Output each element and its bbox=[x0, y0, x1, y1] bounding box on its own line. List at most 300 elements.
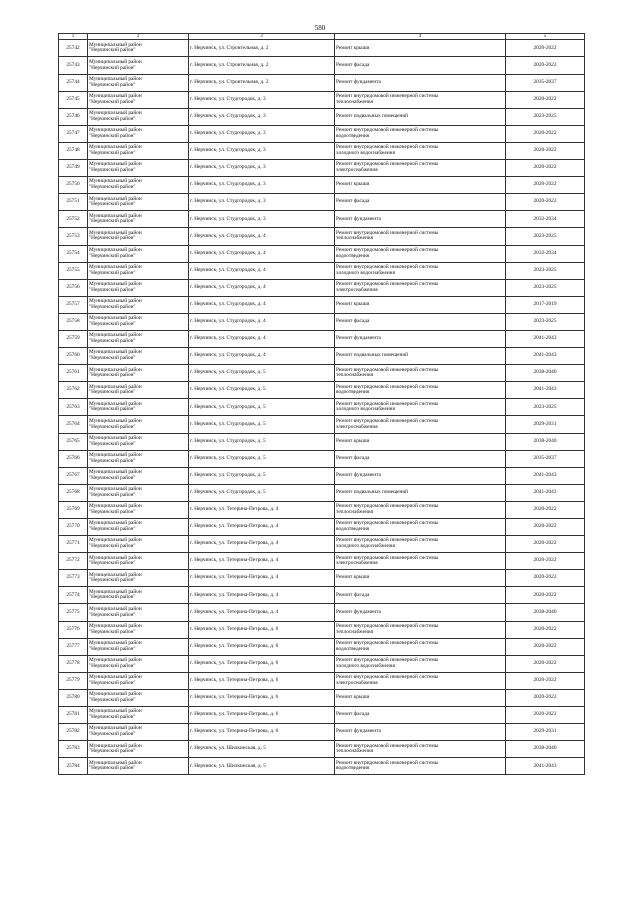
table-row bbox=[59, 279, 585, 296]
municipality-line: "Нерчинский район" bbox=[89, 491, 136, 498]
work-type-line: холодного водоснабжения bbox=[336, 406, 395, 413]
table-row bbox=[59, 604, 585, 621]
row-number: 25775 bbox=[59, 604, 88, 621]
work-type-line: электроснабжения bbox=[336, 423, 378, 430]
table-row bbox=[59, 707, 585, 724]
work-type-cell bbox=[335, 467, 506, 484]
municipality-cell bbox=[88, 177, 189, 194]
municipality-line: Муниципальный район bbox=[89, 537, 142, 544]
municipality-line: Муниципальный район bbox=[89, 554, 142, 561]
address-cell: г. Нерчинск, ул. Студгородок, д. 3 bbox=[189, 177, 335, 194]
municipality-cell bbox=[88, 74, 189, 91]
period-cell: 2020-2022 bbox=[506, 177, 585, 194]
work-type-cell bbox=[335, 672, 506, 689]
row-number: 25780 bbox=[59, 689, 88, 706]
work-type-cell bbox=[335, 741, 506, 758]
municipality-line: "Нерчинский район" bbox=[89, 303, 136, 310]
municipality-line: Муниципальный район bbox=[89, 674, 142, 681]
work-type-line: Ремонт крыши bbox=[336, 694, 370, 701]
work-type-line: Ремонт внутридомовой инженерной системы bbox=[336, 674, 439, 681]
table-row bbox=[59, 741, 585, 758]
municipality-cell bbox=[88, 40, 189, 57]
table-row bbox=[59, 450, 585, 467]
row-number: 25750 bbox=[59, 177, 88, 194]
municipality-line: "Нерчинский район" bbox=[89, 201, 136, 208]
work-type-line: Ремонт фасада bbox=[336, 591, 370, 598]
municipality-line: "Нерчинский район" bbox=[89, 81, 136, 88]
municipality-line: Муниципальный район bbox=[89, 434, 142, 441]
municipality-cell bbox=[88, 638, 189, 655]
municipality-cell bbox=[88, 672, 189, 689]
municipality-cell bbox=[88, 433, 189, 450]
row-number: 25777 bbox=[59, 638, 88, 655]
address-cell: г. Нерчинск, ул. Студгородок, д. 3 bbox=[189, 142, 335, 159]
municipality-cell bbox=[88, 416, 189, 433]
work-type-line: водоотведения bbox=[336, 526, 370, 533]
municipality-line: Муниципальный район bbox=[89, 349, 142, 356]
work-type-cell bbox=[335, 724, 506, 741]
table-row bbox=[59, 74, 585, 91]
row-number: 25776 bbox=[59, 621, 88, 638]
municipality-cell bbox=[88, 194, 189, 211]
municipality-line: Муниципальный район bbox=[89, 75, 142, 82]
municipality-line: Муниципальный район bbox=[89, 469, 142, 476]
municipality-line: Муниципальный район bbox=[89, 759, 142, 766]
work-type-cell bbox=[335, 313, 506, 330]
row-number: 25757 bbox=[59, 296, 88, 313]
work-type-line: Ремонт внутридомовой инженерной системы bbox=[336, 281, 439, 288]
work-type-line: электроснабжения bbox=[336, 679, 378, 686]
page-number: 580 bbox=[314, 24, 326, 32]
address-cell: г. Нерчинск, ул. Студгородок, д. 4 bbox=[189, 262, 335, 279]
row-number: 25748 bbox=[59, 142, 88, 159]
municipality-line: Муниципальный район bbox=[89, 588, 142, 595]
municipality-line: Муниципальный район bbox=[89, 417, 142, 424]
work-type-line: водоотведения bbox=[336, 765, 370, 772]
work-type-line: Ремонт внутридомовой инженерной системы bbox=[336, 520, 439, 527]
municipality-line: "Нерчинский район" bbox=[89, 184, 136, 191]
column-header: 2 bbox=[88, 34, 189, 40]
municipality-line: Муниципальный район bbox=[89, 451, 142, 458]
municipality-line: "Нерчинский район" bbox=[89, 235, 136, 242]
address-cell: г. Нерчинск, ул. Тетерина-Петрова, д. 6 bbox=[189, 724, 335, 741]
municipality-cell bbox=[88, 382, 189, 399]
municipality-line: Муниципальный район bbox=[89, 161, 142, 168]
work-type-line: электроснабжения bbox=[336, 560, 378, 567]
address-cell: г. Нерчинск, ул. Студгородок, д. 5 bbox=[189, 484, 335, 501]
table-row bbox=[59, 553, 585, 570]
municipality-cell bbox=[88, 296, 189, 313]
row-number: 25745 bbox=[59, 91, 88, 108]
municipality-line: Муниципальный район bbox=[89, 605, 142, 612]
work-type-line: теплоснабжения bbox=[336, 628, 374, 635]
period-cell: 2041-2043 bbox=[506, 467, 585, 484]
work-type-cell bbox=[335, 621, 506, 638]
municipality-line: "Нерчинский район" bbox=[89, 389, 136, 396]
municipality-line: Муниципальный район bbox=[89, 503, 142, 510]
work-type-cell bbox=[335, 484, 506, 501]
address-cell: г. Нерчинск, ул. Студгородок, д. 5 bbox=[189, 365, 335, 382]
municipality-line: "Нерчинский район" bbox=[89, 286, 136, 293]
table-row bbox=[59, 313, 585, 330]
municipality-line: Муниципальный район bbox=[89, 110, 142, 117]
column-header: 4 bbox=[335, 34, 506, 40]
municipality-line: "Нерчинский район" bbox=[89, 645, 136, 652]
row-number: 25759 bbox=[59, 330, 88, 347]
row-number: 25747 bbox=[59, 125, 88, 142]
work-type-cell bbox=[335, 74, 506, 91]
municipality-cell bbox=[88, 211, 189, 228]
table-row bbox=[59, 501, 585, 518]
work-type-line: Ремонт фасада bbox=[336, 198, 370, 205]
municipality-line: Муниципальный район bbox=[89, 195, 142, 202]
municipality-line: "Нерчинский район" bbox=[89, 167, 136, 174]
work-type-cell bbox=[335, 245, 506, 262]
address-cell: г. Нерчинск, ул. Тетерина-Петрова, д. 4 bbox=[189, 553, 335, 570]
work-type-line: холодного водоснабжения bbox=[336, 269, 395, 276]
work-type-line: теплоснабжения bbox=[336, 235, 374, 242]
period-cell: 2032-2034 bbox=[506, 211, 585, 228]
municipality-cell bbox=[88, 279, 189, 296]
municipality-cell bbox=[88, 399, 189, 416]
period-cell: 2020-2022 bbox=[506, 621, 585, 638]
municipality-line: Муниципальный район bbox=[89, 93, 142, 99]
municipality-line: Муниципальный район bbox=[89, 229, 142, 236]
work-type-cell bbox=[335, 536, 506, 553]
address-cell: г. Нерчинск, ул. Шилкинская, д. 5 bbox=[189, 758, 335, 775]
work-type-cell bbox=[335, 228, 506, 245]
table-row bbox=[59, 484, 585, 501]
work-type-line: электроснабжения bbox=[336, 286, 378, 293]
row-number: 25772 bbox=[59, 553, 88, 570]
municipality-cell bbox=[88, 707, 189, 724]
table-row bbox=[59, 416, 585, 433]
municipality-cell bbox=[88, 741, 189, 758]
address-cell: г. Нерчинск, ул. Студгородок, д. 5 bbox=[189, 433, 335, 450]
work-type-line: Ремонт фундамента bbox=[336, 728, 381, 735]
work-type-cell bbox=[335, 125, 506, 142]
repair-schedule-table bbox=[58, 33, 585, 775]
municipality-cell bbox=[88, 57, 189, 74]
period-cell: 2020-2022 bbox=[506, 57, 585, 74]
table-row bbox=[59, 365, 585, 382]
work-type-line: водоотведения bbox=[336, 132, 370, 139]
work-type-cell bbox=[335, 108, 506, 125]
row-number: 25778 bbox=[59, 655, 88, 672]
table-row bbox=[59, 689, 585, 706]
row-number: 25771 bbox=[59, 536, 88, 553]
work-type-line: Ремонт внутридомовой инженерной системы bbox=[336, 759, 439, 766]
work-type-line: Ремонт внутридомовой инженерной системы bbox=[336, 417, 439, 424]
table-row bbox=[59, 91, 585, 108]
municipality-line: Муниципальный район bbox=[89, 332, 142, 339]
municipality-line: Муниципальный район bbox=[89, 315, 142, 322]
work-type-cell bbox=[335, 160, 506, 177]
work-type-cell bbox=[335, 707, 506, 724]
work-type-line: теплоснабжения bbox=[336, 508, 374, 515]
work-type-cell bbox=[335, 416, 506, 433]
work-type-line: Ремонт фундамента bbox=[336, 471, 381, 478]
municipality-line: "Нерчинский район" bbox=[89, 252, 136, 259]
work-type-line: Ремонт внутридомовой инженерной системы bbox=[336, 554, 439, 561]
work-type-line: Ремонт фундамента bbox=[336, 608, 381, 615]
work-type-line: Ремонт внутридомовой инженерной системы bbox=[336, 144, 439, 151]
period-cell: 2020-2022 bbox=[506, 194, 585, 211]
row-number: 25749 bbox=[59, 160, 88, 177]
municipality-line: Муниципальный район bbox=[89, 298, 142, 305]
municipality-line: "Нерчинский район" bbox=[89, 218, 136, 225]
work-type-line: Ремонт внутридомовой инженерной системы bbox=[336, 657, 439, 664]
column-header: 3 bbox=[189, 34, 335, 40]
row-number: 25769 bbox=[59, 501, 88, 518]
row-number: 25768 bbox=[59, 484, 88, 501]
table-row bbox=[59, 655, 585, 672]
table-row bbox=[59, 57, 585, 74]
work-type-line: Ремонт фундамента bbox=[336, 335, 381, 342]
municipality-cell bbox=[88, 621, 189, 638]
municipality-line: Муниципальный район bbox=[89, 708, 142, 715]
address-cell: г. Нерчинск, ул. Тетерина-Петрова, д. 6 bbox=[189, 655, 335, 672]
municipality-cell bbox=[88, 228, 189, 245]
municipality-line: "Нерчинский район" bbox=[89, 679, 136, 686]
period-cell: 2020-2022 bbox=[506, 519, 585, 536]
work-type-cell bbox=[335, 570, 506, 587]
municipality-line: "Нерчинский район" bbox=[89, 47, 136, 54]
municipality-line: "Нерчинский район" bbox=[89, 98, 136, 105]
address-cell: г. Нерчинск, ул. Тетерина-Петрова, д. 4 bbox=[189, 604, 335, 621]
municipality-cell bbox=[88, 450, 189, 467]
work-type-cell bbox=[335, 638, 506, 655]
table-row bbox=[59, 142, 585, 159]
work-type-line: Ремонт внутридомовой инженерной системы bbox=[336, 742, 439, 749]
row-number: 25782 bbox=[59, 724, 88, 741]
row-number: 25752 bbox=[59, 211, 88, 228]
municipality-cell bbox=[88, 604, 189, 621]
address-cell: г. Нерчинск, ул. Студгородок, д. 3 bbox=[189, 91, 335, 108]
address-cell: г. Нерчинск, ул. Студгородок, д. 4 bbox=[189, 296, 335, 313]
table-row bbox=[59, 330, 585, 347]
period-cell: 2041-2043 bbox=[506, 348, 585, 365]
address-cell: г. Нерчинск, ул. Шилкинская, д. 5 bbox=[189, 741, 335, 758]
table-row bbox=[59, 519, 585, 536]
period-cell: 2038-2040 bbox=[506, 433, 585, 450]
work-type-line: Ремонт фасада bbox=[336, 318, 370, 325]
municipality-line: Муниципальный район bbox=[89, 520, 142, 527]
work-type-line: Ремонт фасада bbox=[336, 711, 370, 718]
address-cell: г. Нерчинск, ул. Студгородок, д. 4 bbox=[189, 330, 335, 347]
table-row bbox=[59, 211, 585, 228]
address-cell: г. Нерчинск, ул. Строительная, д. 2 bbox=[189, 40, 335, 57]
work-type-line: Ремонт внутридомовой инженерной системы bbox=[336, 400, 439, 407]
row-number: 25766 bbox=[59, 450, 88, 467]
municipality-line: "Нерчинский район" bbox=[89, 406, 136, 413]
row-number: 25756 bbox=[59, 279, 88, 296]
row-number: 25774 bbox=[59, 587, 88, 604]
period-cell: 2038-2040 bbox=[506, 604, 585, 621]
municipality-cell bbox=[88, 142, 189, 159]
work-type-line: Ремонт внутридомовой инженерной системы bbox=[336, 366, 439, 373]
municipality-line: "Нерчинский район" bbox=[89, 662, 136, 669]
row-number: 25754 bbox=[59, 245, 88, 262]
work-type-cell bbox=[335, 433, 506, 450]
municipality-line: "Нерчинский район" bbox=[89, 748, 136, 755]
work-type-line: теплоснабжения bbox=[336, 372, 374, 379]
period-cell: 2023-2025 bbox=[506, 399, 585, 416]
municipality-line: "Нерчинский район" bbox=[89, 577, 136, 584]
period-cell: 2041-2043 bbox=[506, 330, 585, 347]
municipality-line: "Нерчинский район" bbox=[89, 731, 136, 738]
municipality-line: "Нерчинский район" bbox=[89, 338, 136, 345]
period-cell: 2020-2022 bbox=[506, 655, 585, 672]
work-type-cell bbox=[335, 296, 506, 313]
municipality-cell bbox=[88, 313, 189, 330]
work-type-line: Ремонт подвальных помещений bbox=[336, 352, 408, 359]
municipality-line: "Нерчинский район" bbox=[89, 457, 136, 464]
address-cell: г. Нерчинск, ул. Тетерина-Петрова, д. 6 bbox=[189, 707, 335, 724]
row-number: 25781 bbox=[59, 707, 88, 724]
work-type-cell bbox=[335, 279, 506, 296]
table-row bbox=[59, 433, 585, 450]
municipality-line: Муниципальный район bbox=[89, 212, 142, 219]
work-type-line: Ремонт фасада bbox=[336, 61, 370, 68]
table-row bbox=[59, 399, 585, 416]
municipality-line: Муниципальный район bbox=[89, 41, 142, 48]
municipality-cell bbox=[88, 245, 189, 262]
work-type-line: Ремонт крыши bbox=[336, 300, 370, 307]
address-cell: г. Нерчинск, ул. Студгородок, д. 4 bbox=[189, 228, 335, 245]
work-type-line: водоотведения bbox=[336, 389, 370, 396]
period-cell: 2020-2022 bbox=[506, 160, 585, 177]
work-type-line: Ремонт фундамента bbox=[336, 78, 381, 85]
table-row bbox=[59, 194, 585, 211]
municipality-cell bbox=[88, 724, 189, 741]
address-cell: г. Нерчинск, ул. Студгородок, д. 3 bbox=[189, 194, 335, 211]
table-row bbox=[59, 570, 585, 587]
period-cell: 2041-2043 bbox=[506, 382, 585, 399]
period-cell: 2041-2043 bbox=[506, 484, 585, 501]
municipality-cell bbox=[88, 689, 189, 706]
work-type-line: Ремонт внутридомовой инженерной системы bbox=[336, 383, 439, 390]
work-type-line: теплоснабжения bbox=[336, 748, 374, 755]
table-row bbox=[59, 262, 585, 279]
work-type-line: Ремонт подвальных помещений bbox=[336, 112, 408, 119]
table-row bbox=[59, 40, 585, 57]
municipality-line: Муниципальный район bbox=[89, 622, 142, 629]
table-row bbox=[59, 245, 585, 262]
municipality-cell bbox=[88, 365, 189, 382]
address-cell: г. Нерчинск, ул. Студгородок, д. 5 bbox=[189, 450, 335, 467]
municipality-line: Муниципальный район bbox=[89, 486, 142, 493]
address-cell: г. Нерчинск, ул. Тетерина-Петрова, д. 4 bbox=[189, 501, 335, 518]
work-type-cell bbox=[335, 40, 506, 57]
address-cell: г. Нерчинск, ул. Тетерина-Петрова, д. 6 bbox=[189, 638, 335, 655]
table-row bbox=[59, 125, 585, 142]
work-type-line: холодного водоснабжения bbox=[336, 662, 395, 669]
municipality-line: "Нерчинский район" bbox=[89, 423, 136, 430]
municipality-cell bbox=[88, 536, 189, 553]
table-row bbox=[59, 536, 585, 553]
period-cell: 2023-2025 bbox=[506, 108, 585, 125]
work-type-cell bbox=[335, 177, 506, 194]
table-row bbox=[59, 621, 585, 638]
row-number: 25744 bbox=[59, 74, 88, 91]
period-cell: 2020-2022 bbox=[506, 553, 585, 570]
work-type-line: электроснабжения bbox=[336, 167, 378, 174]
work-type-line: Ремонт крыши bbox=[336, 44, 370, 51]
period-cell: 2032-2034 bbox=[506, 245, 585, 262]
work-type-line: Ремонт фундамента bbox=[336, 215, 381, 222]
table-body bbox=[59, 40, 585, 775]
municipality-line: "Нерчинский район" bbox=[89, 594, 136, 601]
municipality-line: Муниципальный район bbox=[89, 263, 142, 270]
work-type-line: Ремонт внутридомовой инженерной системы bbox=[336, 127, 439, 134]
municipality-cell bbox=[88, 758, 189, 775]
period-cell: 2020-2022 bbox=[506, 501, 585, 518]
municipality-cell bbox=[88, 125, 189, 142]
work-type-line: Ремонт крыши bbox=[336, 437, 370, 444]
address-cell: г. Нерчинск, ул. Студгородок, д. 3 bbox=[189, 211, 335, 228]
municipality-cell bbox=[88, 553, 189, 570]
period-cell: 2017-2019 bbox=[506, 296, 585, 313]
work-type-cell bbox=[335, 382, 506, 399]
period-cell: 2020-2022 bbox=[506, 91, 585, 108]
address-cell: г. Нерчинск, ул. Студгородок, д. 3 bbox=[189, 160, 335, 177]
municipality-line: "Нерчинский район" bbox=[89, 355, 136, 362]
row-number: 25751 bbox=[59, 194, 88, 211]
work-type-cell bbox=[335, 519, 506, 536]
period-cell: 2020-2022 bbox=[506, 689, 585, 706]
period-cell: 2038-2040 bbox=[506, 741, 585, 758]
work-type-line: Ремонт фасада bbox=[336, 454, 370, 461]
table-row bbox=[59, 672, 585, 689]
municipality-line: "Нерчинский район" bbox=[89, 132, 136, 139]
municipality-cell bbox=[88, 348, 189, 365]
row-number: 25773 bbox=[59, 570, 88, 587]
municipality-cell bbox=[88, 467, 189, 484]
municipality-line: "Нерчинский район" bbox=[89, 508, 136, 515]
address-cell: г. Нерчинск, ул. Студгородок, д. 5 bbox=[189, 416, 335, 433]
municipality-line: Муниципальный район bbox=[89, 383, 142, 390]
table-row bbox=[59, 758, 585, 775]
table-row bbox=[59, 587, 585, 604]
municipality-cell bbox=[88, 108, 189, 125]
address-cell: г. Нерчинск, ул. Тетерина-Петрова, д. 6 bbox=[189, 672, 335, 689]
municipality-line: Муниципальный район bbox=[89, 178, 142, 185]
period-cell: 2020-2022 bbox=[506, 125, 585, 142]
row-number: 25762 bbox=[59, 382, 88, 399]
municipality-line: "Нерчинский район" bbox=[89, 64, 136, 71]
row-number: 25770 bbox=[59, 519, 88, 536]
work-type-line: Ремонт подвальных помещений bbox=[336, 489, 408, 496]
work-type-line: водоотведения bbox=[336, 252, 370, 259]
municipality-line: "Нерчинский район" bbox=[89, 150, 136, 156]
municipality-cell bbox=[88, 501, 189, 518]
period-cell: 2020-2022 bbox=[506, 672, 585, 689]
table-row bbox=[59, 108, 585, 125]
work-type-cell bbox=[335, 587, 506, 604]
row-number: 25765 bbox=[59, 433, 88, 450]
work-type-cell bbox=[335, 142, 506, 159]
address-cell: г. Нерчинск, ул. Студгородок, д. 4 bbox=[189, 279, 335, 296]
row-number: 25761 bbox=[59, 365, 88, 382]
municipality-line: Муниципальный район bbox=[89, 725, 142, 732]
work-type-cell bbox=[335, 689, 506, 706]
municipality-line: "Нерчинский район" bbox=[89, 115, 136, 122]
row-number: 25767 bbox=[59, 467, 88, 484]
address-cell: г. Нерчинск, ул. Студгородок, д. 4 bbox=[189, 245, 335, 262]
period-cell: 2020-2022 bbox=[506, 536, 585, 553]
work-type-cell bbox=[335, 194, 506, 211]
